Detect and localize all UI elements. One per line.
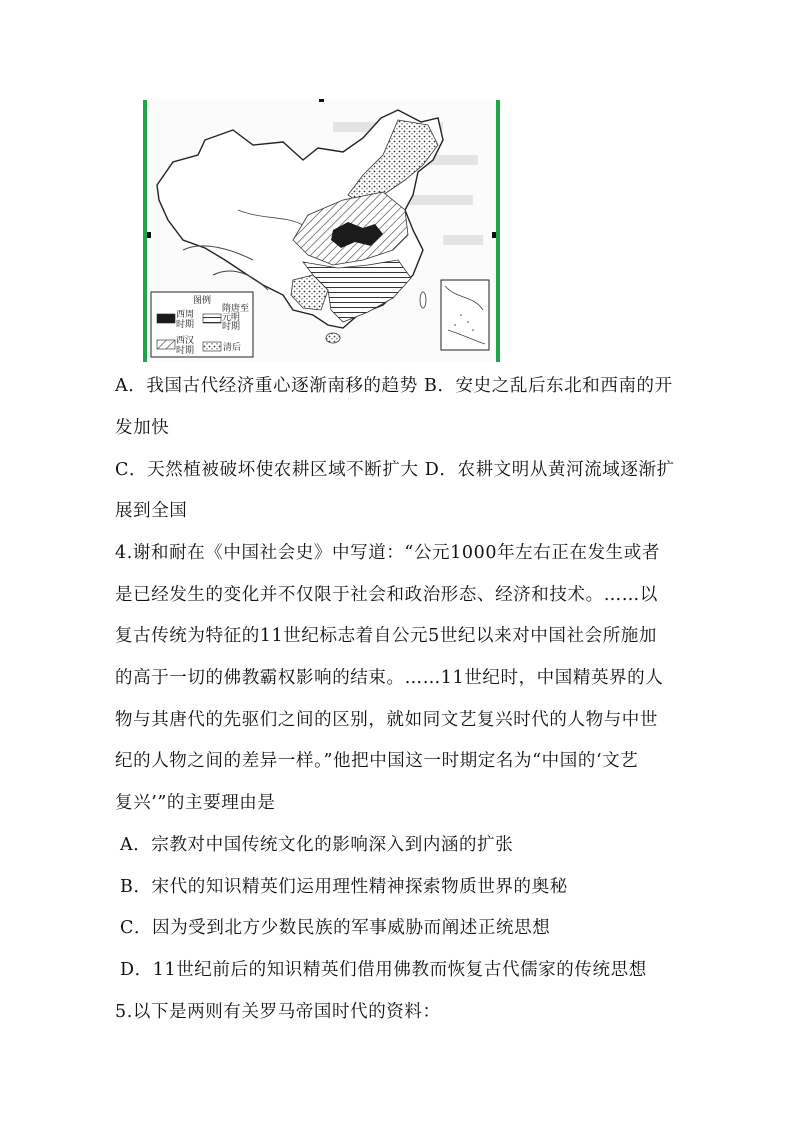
q4-stem-line-4: 的高于一切的佛教霸权影响的结束。……11世纪时，中国精英界的人 [115,668,664,688]
resize-handle-right[interactable] [492,232,496,238]
legend-label: 元明 [222,313,241,323]
q3-options-line-4: 展到全国 [115,501,188,521]
q4-stem-line-7: 复兴’”的主要理由是 [115,793,276,813]
resize-handle-left[interactable] [147,232,151,238]
china-map-image [143,100,500,362]
legend-label: 清后 [223,343,242,353]
q4-stem-line-3: 复古传统为特征的11世纪标志着自公元5世纪以来对中国社会所施加 [115,626,657,646]
legend-label: 西周 [176,310,195,320]
resize-handle-top[interactable] [319,99,324,102]
q3-options-line-1: A．我国古代经济重心逐渐南移的趋势 B．安史之乱后东北和西南的开 [115,376,673,396]
q4-stem-line-6: 纪的人物之间的差异一样。”他把中国这一时期定名为“中国的‘文艺 [115,751,639,771]
q4-stem-line-2: 是已经发生的变化并不仅限于社会和政治形态、经济和技术。……以 [115,585,658,605]
legend-label: 时期 [176,320,195,330]
q5-stem-line-1: 5.以下是两则有关罗马帝国时代的资料： [115,1002,441,1022]
china-map-figure[interactable] [143,100,500,362]
legend-swatch-solid [157,314,175,323]
legend-swatch-diagonal [157,340,175,349]
selection-edge-left [143,100,147,362]
selection-edge-right [496,100,500,362]
q4-option-a: A．宗教对中国传统文化的影响深入到内涵的扩张 [120,835,514,855]
q4-option-d: D．11世纪前后的知识精英们借用佛教而恢复古代儒家的传统思想 [120,960,647,980]
legend-label: 时期 [222,322,241,332]
legend-label: 时期 [176,346,195,356]
map-legend [151,292,253,357]
q4-option-b: B．宋代的知识精英们运用理性精神探索物质世界的奥秘 [120,877,568,897]
legend-label: 隋唐至 [222,304,250,314]
legend-title: 图例 [193,296,212,306]
q4-stem-line-5: 物与其唐代的先驱们之间的区别，就如同文艺复兴时代的人物与中世 [115,710,658,730]
legend-swatch-dotted [203,342,221,351]
q4-stem-line-1: 4.谢和耐在《中国社会史》中写道：“公元1000年左右正在发生或者 [115,543,660,563]
q3-options-line-3: C．天然植被破坏使农耕区域不断扩大 D．农耕文明从黄河流域逐渐扩 [115,460,675,480]
q4-option-c: C．因为受到北方少数民族的军事威胁而阐述正统思想 [120,918,551,938]
q3-options-line-2: 发加快 [115,418,170,438]
legend-swatch-horizontal [203,314,221,323]
legend-label: 西汉 [176,336,195,346]
